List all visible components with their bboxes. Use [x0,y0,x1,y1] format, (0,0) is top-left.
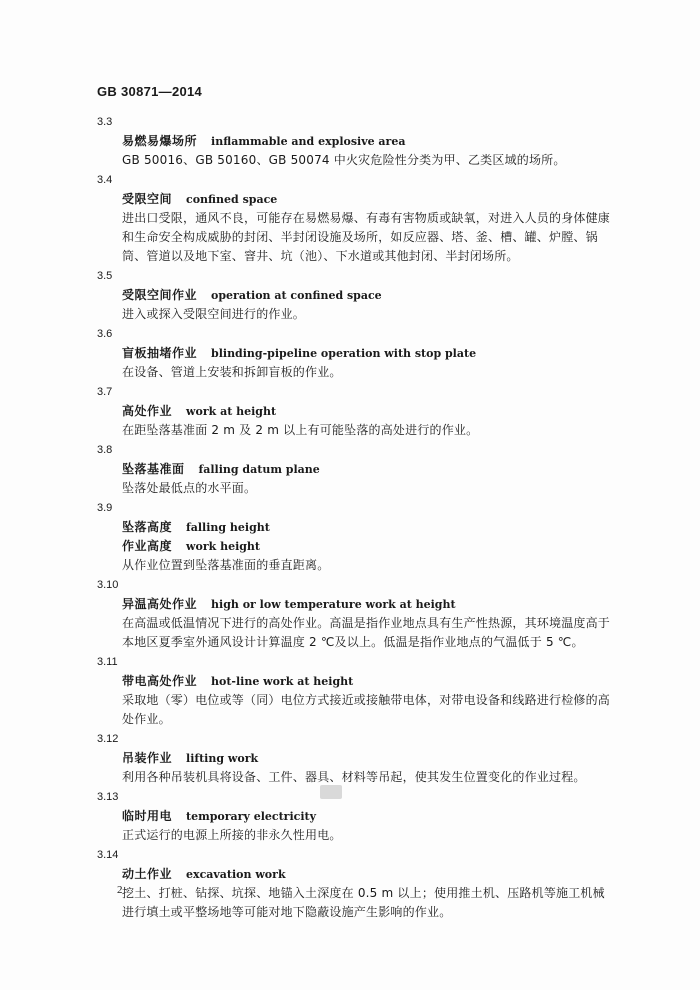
term-zh: 易燃易爆场所 [122,134,198,148]
term-number: 3.10 [97,579,119,591]
term-heading [97,595,617,614]
term-definition: 进入或探入受限空间进行的作业。 [122,307,306,321]
term-en: blinding-pipeline operation with stop plate [211,347,477,360]
term-zh: 异温高处作业 [122,597,198,611]
term-heading [97,132,617,151]
term-heading [97,460,617,479]
term-en: lifting work [186,752,259,765]
term-zh: 受限空间 [122,192,173,206]
term-en: high or low temperature work at height [211,598,456,611]
term-zh: 带电高处作业 [122,674,198,688]
term-en: excavation work [186,868,286,881]
term-en: operation at confined space [211,289,382,302]
term-en: hot-line work at height [211,675,354,688]
term-number: 3.7 [97,386,113,398]
term-zh: 坠落高度 [122,520,173,534]
scan-mark [320,785,342,799]
term-definition: 坠落处最低点的水平面。 [122,481,257,495]
term-definition: 正式运行的电源上所接的非永久性用电。 [122,828,342,842]
term-zh: 高处作业 [122,404,173,418]
term-entry [97,112,617,170]
term-heading [97,344,617,363]
term-zh: 吊装作业 [122,751,173,765]
term-heading [97,749,617,768]
term-number: 3.6 [97,328,113,340]
term-number: 3.11 [97,656,118,668]
term-entry [97,729,617,787]
term-definition: 挖土、打桩、钻探、坑探、地锚入土深度在 0.5 m 以上；使用推土机、压路机等施工机械进行填土或平整场地等可能对地下隐蔽设施产生影响的作业。 [122,886,605,919]
term-en: falling datum plane [198,463,320,476]
term-en: temporary electricity [186,810,316,823]
term-number: 3.4 [97,174,113,186]
term-entry [97,787,617,845]
term-definition: 在高温或低温情况下进行的高处作业。高温是指作业地点具有生产性热源，其环境温度高于本地区夏季室外通风设计计算温度 2 ℃及以上。低温是指作业地点的气温低于 5 ℃。 [122,616,611,649]
term-zh: 动土作业 [122,867,173,881]
term-en: inflammable and explosive area [211,135,406,148]
page-number: 2 [117,884,123,896]
term-heading-alt [97,537,617,556]
term-entry [97,575,617,652]
term-entry [97,652,617,729]
term-entry [97,845,617,922]
term-entry [97,440,617,498]
term-definition: 从作业位置到坠落基准面的垂直距离。 [122,558,330,572]
term-zh: 临时用电 [122,809,173,823]
term-en: falling height [186,521,270,534]
term-heading [97,672,617,691]
term-heading [97,190,617,209]
term-number: 3.14 [97,849,119,861]
term-zh: 受限空间作业 [122,288,198,302]
term-number: 3.8 [97,444,113,456]
term-entry [97,170,617,266]
term-definition: GB 50016、GB 50160、GB 50074 中火灾危险性分类为甲、乙类区域的场所。 [122,153,566,167]
term-zh: 作业高度 [122,539,173,553]
term-heading [97,286,617,305]
term-en: confined space [186,193,278,206]
terms-list [97,112,617,922]
term-number: 3.3 [97,116,113,128]
term-number: 3.12 [97,733,119,745]
term-entry [97,324,617,382]
term-heading [97,518,617,537]
term-heading [97,865,617,884]
term-entry [97,498,617,575]
term-definition: 进出口受限，通风不良，可能存在易燃易爆、有毒有害物质或缺氧，对进入人员的身体健康和生命安全构成威胁的封闭、半封闭设施及场所，如反应器、塔、釜、槽、罐、炉膛、锅筒、管道以及地下室、窨井、坑（池）、下水道或其他封闭、半封闭场所。 [122,211,611,263]
term-definition: 利用各种吊装机具将设备、工件、器具、材料等吊起，使其发生位置变化的作业过程。 [122,770,586,784]
term-heading [97,807,617,826]
term-en: work height [186,540,261,553]
term-number: 3.5 [97,270,113,282]
term-heading [97,402,617,421]
term-en: work at height [186,405,277,418]
term-zh: 坠落基准面 [122,462,185,476]
term-zh: 盲板抽堵作业 [122,346,198,360]
term-number: 3.13 [97,791,119,803]
standard-code: GB 30871—2014 [97,84,203,99]
term-entry [97,266,617,324]
term-number: 3.9 [97,502,113,514]
term-definition: 采取地（零）电位或等（同）电位方式接近或接触带电体，对带电设备和线路进行检修的高处作业。 [122,693,611,726]
term-entry [97,382,617,440]
term-definition: 在距坠落基准面 2 m 及 2 m 以上有可能坠落的高处进行的作业。 [122,423,479,437]
term-definition: 在设备、管道上安装和拆卸盲板的作业。 [122,365,342,379]
